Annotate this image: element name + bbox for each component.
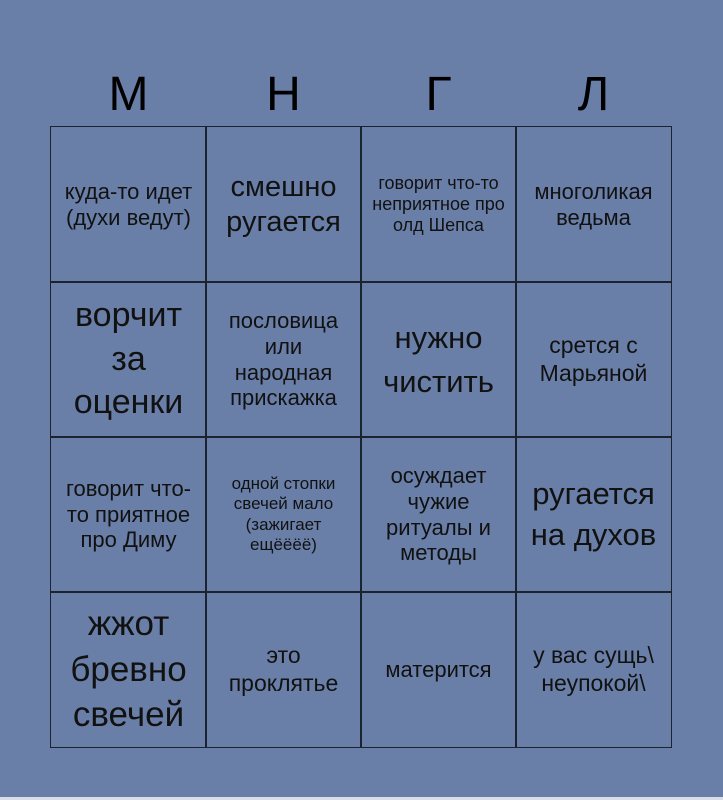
bingo-cell[interactable]: говорит что-то неприятное про олд Шепса: [360, 126, 517, 283]
bingo-cell[interactable]: куда-то идет (духи ведут): [50, 126, 207, 283]
bingo-board: [51, 127, 671, 747]
bingo-cell[interactable]: у вас сущь\ неупокой\: [515, 591, 672, 748]
header-letter-l: Л: [577, 68, 610, 121]
bingo-cell[interactable]: одной стопки свечей мало (зажигает ещёёёё): [205, 436, 362, 593]
bingo-header: [51, 62, 671, 128]
header-letter-m: М: [108, 68, 149, 121]
bingo-cell[interactable]: матерится: [360, 591, 517, 748]
bingo-cell[interactable]: ворчит за оценки: [50, 281, 207, 438]
bingo-cell[interactable]: жжот бревно свечей: [50, 591, 207, 748]
bingo-cell[interactable]: многоликая ведьма: [515, 126, 672, 283]
bingo-cell[interactable]: осуждает чужие ритуалы и методы: [360, 436, 517, 593]
header-letter-n: Н: [266, 68, 301, 121]
bingo-cell[interactable]: смешно ругается: [205, 126, 362, 283]
bingo-cell[interactable]: говорит что-то приятное про Диму: [50, 436, 207, 593]
bingo-cell[interactable]: это проклятье: [205, 591, 362, 748]
bingo-cell[interactable]: пословица или народная прискажка: [205, 281, 362, 438]
bingo-cell[interactable]: срется с Марьяной: [515, 281, 672, 438]
bingo-cell[interactable]: ругается на духов: [515, 436, 672, 593]
header-letter-g: Г: [425, 68, 452, 121]
bingo-cell[interactable]: нужно чистить: [360, 281, 517, 438]
